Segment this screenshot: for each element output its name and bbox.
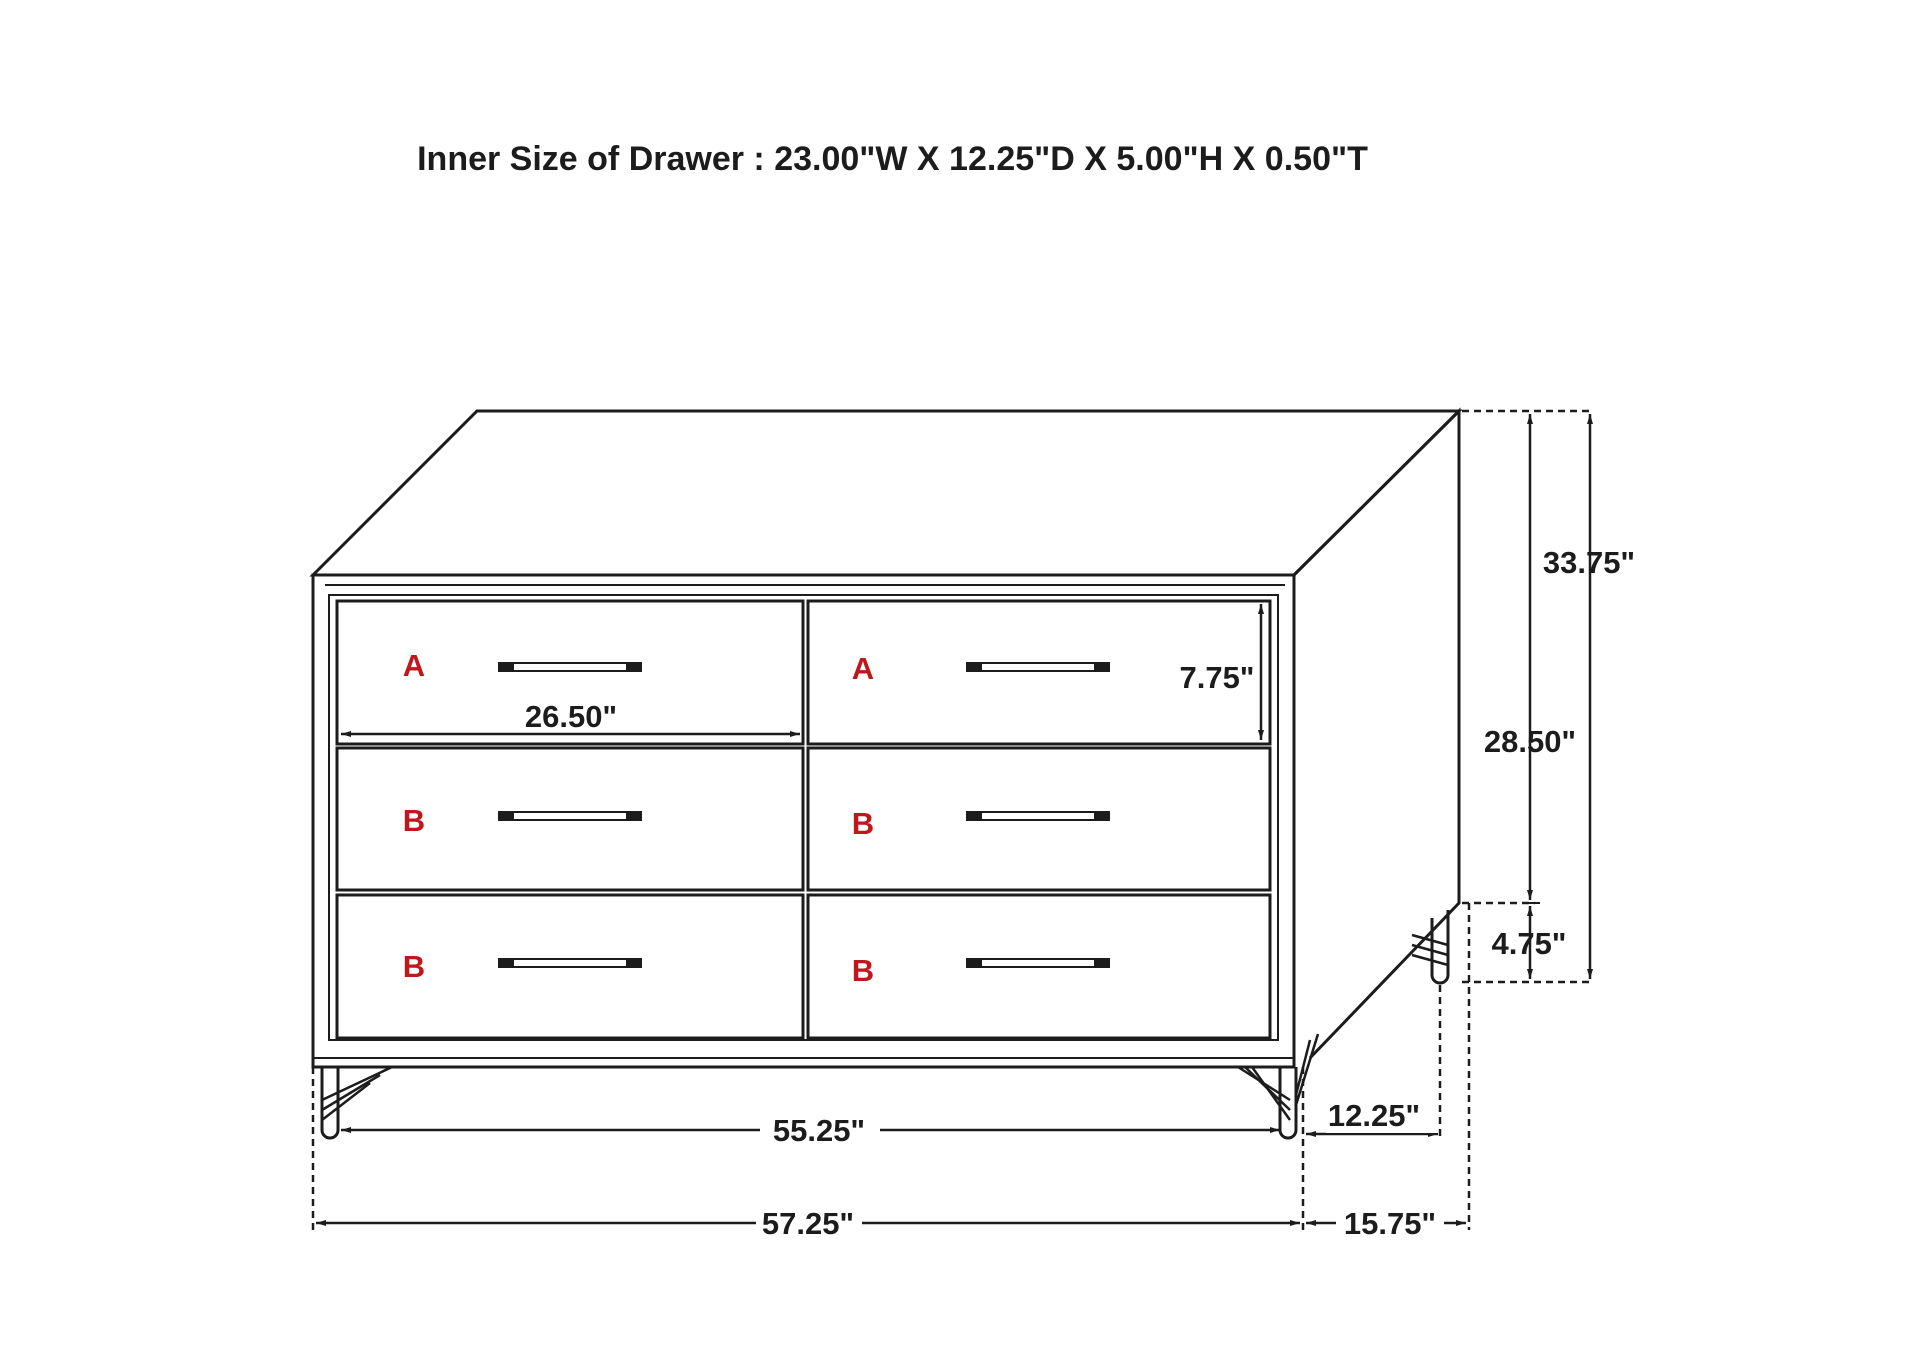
- dim-inner-depth: 12.25": [1327, 1098, 1421, 1133]
- handle-bottom-left: [498, 958, 642, 968]
- right-leg-brace: [1238, 1034, 1318, 1120]
- drawer-label-bottom-left: B: [402, 949, 426, 984]
- dim-overall-width: 57.25": [761, 1206, 855, 1241]
- handle-top-left: [498, 662, 642, 672]
- handle-mid-right: [966, 811, 1110, 821]
- drawer-label-mid-right: B: [851, 806, 875, 841]
- handle-top-right: [966, 662, 1110, 672]
- dim-drawer-height: 7.75": [1179, 660, 1255, 695]
- left-leg-brace: [322, 1067, 392, 1120]
- drawer-label-mid-left: B: [402, 803, 426, 838]
- dim-leg-height: 4.75": [1491, 926, 1567, 961]
- drawer-label-top-left: A: [402, 648, 426, 683]
- drawer-label-bottom-right: B: [851, 953, 875, 988]
- handle-mid-left: [498, 811, 642, 821]
- back-leg-brace: [1412, 935, 1448, 965]
- dim-case-height: 28.50": [1483, 724, 1577, 759]
- top-surface: [313, 411, 1459, 575]
- dim-overall-depth: 15.75": [1343, 1206, 1437, 1241]
- drawer-inner-size-title: Inner Size of Drawer : 23.00"W X 12.25"D X 5.00"H X 0.50"T: [417, 140, 1368, 178]
- dim-inner-width: 55.25": [772, 1113, 866, 1148]
- drawer-label-top-right: A: [851, 651, 875, 686]
- handle-bottom-right: [966, 958, 1110, 968]
- dim-drawer-width: 26.50": [524, 699, 618, 734]
- dim-total-height: 33.75": [1542, 545, 1636, 580]
